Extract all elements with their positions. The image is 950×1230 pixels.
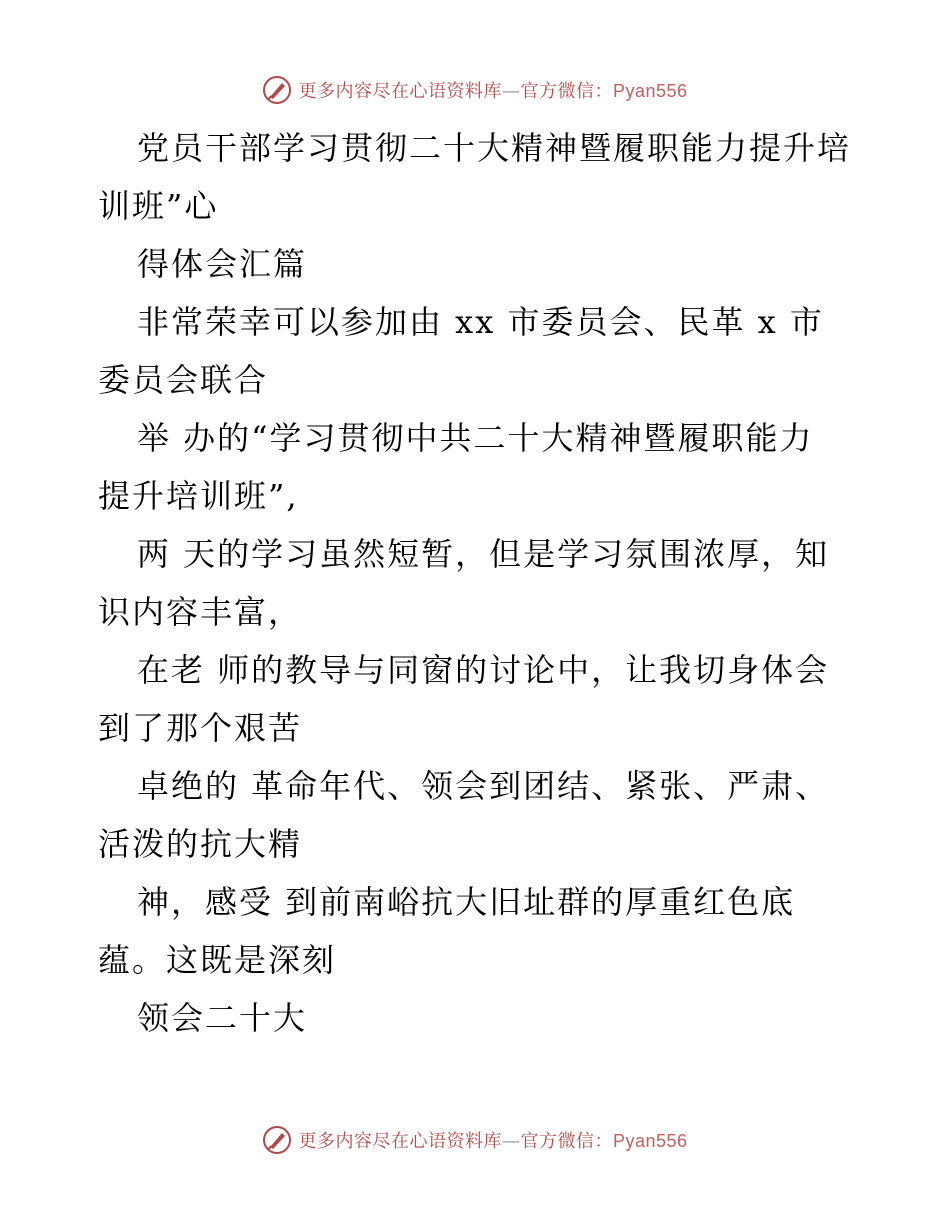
text-line: 非常荣幸可以参加由 xx 市委员会、民革 x 市	[137, 303, 824, 341]
banner-wechat-label: 官方微信：	[520, 81, 613, 102]
banner-text	[298, 77, 687, 103]
banner-separator: —	[501, 1131, 521, 1152]
text-line: 两 天的学习虽然短暂，但是学习氛围浓厚，知	[137, 535, 830, 573]
text-line: 训班”心	[98, 187, 219, 225]
text-line: 委员会联合	[98, 361, 269, 399]
text-line: 识内容丰富，	[98, 593, 303, 631]
text-line: 卓绝的 革命年代、领会到团结、紧张、严肃、	[137, 767, 830, 805]
header-banner	[0, 68, 950, 112]
text-line: 神，感受 到前南峪抗大旧址群的厚重红色底	[137, 883, 796, 921]
banner-wechat-label: 官方微信：	[520, 1131, 613, 1152]
quill-pen-logo-icon	[262, 75, 292, 105]
banner-main-text: 更多内容尽在心语资料库	[298, 1131, 502, 1152]
text-line: 在老 师的教导与同窗的讨论中，让我切身体会	[137, 651, 830, 689]
banner-separator: —	[501, 81, 521, 102]
text-line: 提升培训班”,	[98, 477, 299, 515]
quill-pen-logo-icon	[262, 1125, 292, 1155]
banner-main-text: 更多内容尽在心语资料库	[298, 81, 502, 102]
banner-wechat-id: Pyan556	[612, 81, 688, 101]
text-line: 蕴。这既是深刻	[98, 941, 337, 979]
text-line: 活泼的抗大精	[98, 825, 303, 863]
text-line: 举 办的“学习贯彻中共二十大精神暨履职能力	[137, 419, 814, 457]
banner-wechat-id: Pyan556	[612, 1131, 688, 1151]
text-line: 党员干部学习贯彻二十大精神暨履职能力提升培	[137, 129, 852, 167]
text-line: 得体会汇篇	[137, 245, 308, 283]
text-line: 到了那个艰苦	[98, 709, 303, 747]
banner-text	[298, 1127, 687, 1153]
text-line: 领会二十大	[137, 999, 308, 1037]
footer-banner	[0, 1118, 950, 1162]
